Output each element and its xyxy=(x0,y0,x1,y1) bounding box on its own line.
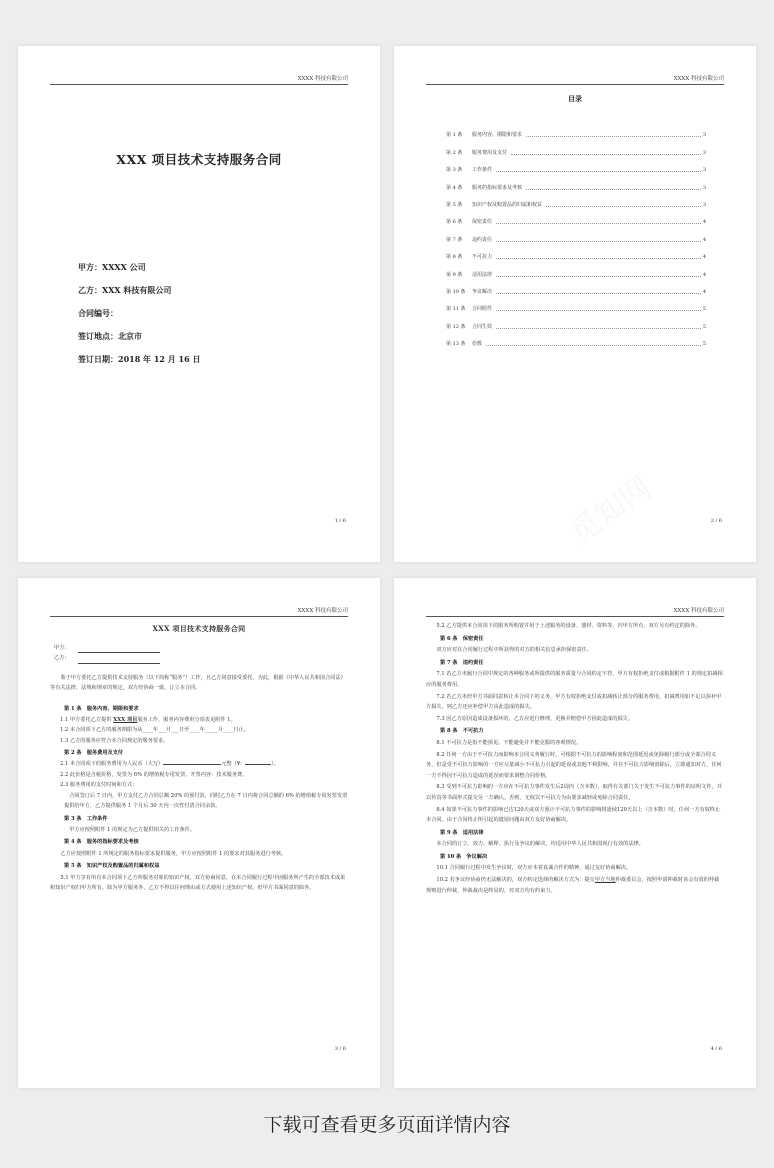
clause-1-1: 1.1 甲方委托乙方提供 XXX 项目服务工作，服务内容费用分项表见附件 1。 xyxy=(60,716,236,723)
party-b-line xyxy=(54,653,348,664)
toc-leader-dots xyxy=(486,345,701,346)
preamble: 鉴于甲方委托乙方提供技术支持服务（以下简称“服务”）工作，且乙方同意接受委托。为此，根据《中华人民共和国合同法》等有关法律、法规和规章的规定，双方经协商一致，订立本合同。 xyxy=(50,674,346,692)
clause-1-3: 1.3 乙方的服务应符合本合同规定的服务要求。 xyxy=(60,737,169,744)
toc-leader-dots xyxy=(511,154,701,155)
clause-2-1: 2.1 本合同项下的服务费用为人民币（大写） 元整（¥： ）。 xyxy=(60,760,280,767)
toc-entry-page: 3 xyxy=(702,201,706,208)
toc-entry[interactable] xyxy=(446,243,706,260)
party-b-blank xyxy=(78,657,160,664)
toc-leader-dots xyxy=(496,223,701,224)
clause-6-text: 双方应对在合同履行过程中所获得的对方的相关信息承担保密责任。 xyxy=(436,647,593,654)
toc-entry[interactable] xyxy=(446,330,706,347)
toc-entry[interactable] xyxy=(446,191,706,208)
section-heading: 第 2 条 服务费用及支付 xyxy=(64,750,124,757)
clause-9-text: 本合同的订立、效力、解释、执行及争议的解决，均适用中华人民共和国现行有效的法律。 xyxy=(436,841,644,848)
toc-entry-number: 第 11 条 xyxy=(446,306,466,313)
clause-8-2: 8.2 任何一方由于不可抗力而影响本合同义务履行时，可根据不可抗力的影响程度和范围延迟或免除履行部分或全部合同义务。但是受不可抗力影响的一方应尽量减小不可抗力引起的延误或其他不利影响，并在不可抗力影响消除后，立即通知对方。任何一方不得因不可抗力造成的延误而要求调整合同价格。 xyxy=(426,751,722,779)
clause-8-4: 8.4 如果不可抗力事件的影响已达120天或双方预计不可抗力事件的影响将延续120天以上（含本数）时，任何一方有权终止本合同。由于合同终止所引起的遗留问题由双方友好协商解决。 xyxy=(426,806,721,824)
section-heading: 第 1 条 服务内容、期限和要求 xyxy=(64,705,139,712)
toc-entry-page: 5 xyxy=(702,341,706,348)
amount-number-blank xyxy=(245,759,271,765)
toc-entry-title: 适用法律 xyxy=(472,271,493,278)
section-heading: 第 3 条 工作条件 xyxy=(64,815,108,822)
toc-leader-dots xyxy=(526,136,701,137)
section-heading: 第 5 条 知识产权及购置品的归属和权益 xyxy=(64,863,160,870)
clause-5-1: 5.1 甲方享有所有本合同项下乙方所服务对象的知识产权。双方协商同意，在本合同履行过程中因服务所产生的全部技术成果和知识产权归甲方所有。除为甲方服务外，乙方不得以任何理由或方式使用上述知识产权，但甲方书面同意的除外。 xyxy=(50,874,346,892)
toc-entry-title: 服务的指标要求及考核 xyxy=(472,184,523,191)
project-name: XXX 项目 xyxy=(113,716,138,723)
toc-list xyxy=(446,121,706,347)
signing-date-field: 签订日期：2018 年 12 月 16 日 xyxy=(78,354,201,364)
clause-2-3-text: 合同签订后 7 日内，甲方支付乙方合同总额 20% 的预付款，同时乙方在 7 日内将合同总额的 6% 的增值税专用发票发票提供给甲方，乙方提供服务 1 个月后 30 天内一次性付清合同余款。 xyxy=(64,792,348,810)
toc-entry-title: 违约责任 xyxy=(472,236,493,243)
section-heading: 第 10 条 争议解决 xyxy=(440,853,488,860)
signing-place-field: 签订地点：北京市 xyxy=(78,331,142,341)
toc-entry[interactable] xyxy=(446,295,706,312)
party-a-label: 甲方： xyxy=(54,644,70,651)
toc-entry-title: 保密责任 xyxy=(472,219,493,226)
section-heading: 第 6 条 保密责任 xyxy=(440,635,484,642)
toc-entry-page: 4 xyxy=(702,219,706,226)
page-header: XXXX 科技有限公司 xyxy=(50,74,348,85)
toc-entry-page: 3 xyxy=(702,184,706,191)
toc-entry-title: 争议解决 xyxy=(472,288,493,295)
toc-entry-page: 3 xyxy=(702,167,706,174)
toc-entry-number: 第 2 条 xyxy=(446,149,463,156)
toc-entry-title: 不可抗力 xyxy=(472,254,493,261)
party-a-field: 甲方：XXXX 公司 xyxy=(78,262,146,272)
page-number: 2 / 6 xyxy=(710,518,722,524)
toc-entry[interactable] xyxy=(446,138,706,155)
toc-entry-number: 第 12 条 xyxy=(446,323,466,330)
watermark xyxy=(560,464,659,552)
toc-leader-dots xyxy=(496,293,701,294)
toc-entry-page: 4 xyxy=(702,271,706,278)
party-b-label: 乙方： xyxy=(54,655,70,662)
toc-entry-title: 知识产权及购置品的归属和权益 xyxy=(472,201,543,208)
toc-title: 目录 xyxy=(568,94,582,103)
toc-entry[interactable] xyxy=(446,208,706,225)
table-of-contents-page xyxy=(394,46,756,562)
contract-title: XXX 项目技术支持服务合同 xyxy=(116,152,282,167)
toc-entry[interactable] xyxy=(446,121,706,138)
clause-2-2: 2.2 此价格是含税价格，发票为 6% 的增值税专用发票。开票内容：技术服务费。 xyxy=(60,771,248,778)
toc-entry-page: 5 xyxy=(702,323,706,330)
page-header: XXXX 科技有限公司 xyxy=(426,74,724,85)
page-header: XXXX 科技有限公司 xyxy=(426,606,724,617)
section-heading: 第 8 条 不可抗力 xyxy=(440,728,484,735)
page-number: 4 / 6 xyxy=(710,1046,722,1052)
toc-leader-dots xyxy=(496,171,701,172)
toc-entry-page: 5 xyxy=(702,306,706,313)
party-a-line xyxy=(54,643,348,654)
toc-entry-number: 第 10 条 xyxy=(446,288,466,295)
page-number: 1 / 6 xyxy=(334,518,346,524)
page-number: 3 / 6 xyxy=(334,1046,346,1052)
clause-1-2: 1.2 本合同项下乙方的服务期限为从____年___月___日至____年_____月____日止。 xyxy=(60,727,249,734)
contract-number-field: 合同编号： xyxy=(78,308,118,318)
toc-entry[interactable] xyxy=(446,260,706,277)
toc-entry-number: 第 1 条 xyxy=(446,132,463,139)
toc-entry-title: 服务内容、期限和要求 xyxy=(472,132,523,139)
toc-entry-number: 第 4 条 xyxy=(446,184,463,191)
toc-entry[interactable] xyxy=(446,173,706,190)
cover-fields xyxy=(78,262,200,377)
clause-8-1: 8.1 不可抗力是指不能预见、不能避免并不能克服的客观情况。 xyxy=(436,739,582,746)
download-prompt[interactable]: 下载可查看更多页面详情内容 xyxy=(263,1114,511,1136)
arbitration-venue: 甲方当地 xyxy=(594,877,616,884)
toc-leader-dots xyxy=(526,189,701,190)
clause-10-1: 10.1 合同履行过程中发生争议时，双方应本着真诚合作的精神，通过友好协商解决。 xyxy=(436,865,632,872)
toc-entry-number: 第 6 条 xyxy=(446,219,463,226)
toc-entry-number: 第 13 条 xyxy=(446,341,466,348)
page-body xyxy=(426,620,724,896)
clause-3-text: 甲方应按照附件 1 的规定为乙方提供相关的工作条件。 xyxy=(69,826,196,833)
toc-entry[interactable] xyxy=(446,312,706,329)
toc-entry[interactable] xyxy=(446,156,706,173)
amount-blank xyxy=(163,759,221,765)
clause-4-text: 乙方应按照附件 1 所规定的服务指标要求提供服务。甲方应按照附件 1 的要求对其服务进行考核。 xyxy=(60,850,287,857)
toc-entry-title: 合同附件 xyxy=(472,306,493,313)
toc-entry-number: 第 7 条 xyxy=(446,236,463,243)
toc-leader-dots xyxy=(496,328,701,329)
section-heading: 第 7 条 违约责任 xyxy=(440,659,484,666)
clause-2-3: 2.3 服务费用的支付时间和方式： xyxy=(60,782,138,789)
clause-7-1: 7.1 若乙方未履行合同中规定的各种服务或所提供的服务质量与合同约定不符，甲方有权拒绝支付或根据附件 1 的规定扣减相应的服务费用。 xyxy=(426,671,723,688)
toc-leader-dots xyxy=(496,310,701,311)
clause-8-3: 8.3 受到不可抗力影响的一方应在不可抗力事件发生后2周内（含本数），取得有关部门关于发生不可抗力事件的证明文件，并以传真等书面形式提交另一方确认。否则，无权以不可抗力为由要求减轻或免除合同责任。 xyxy=(426,784,722,801)
toc-entry-page: 4 xyxy=(702,236,706,243)
toc-entry-page: 3 xyxy=(702,149,706,156)
toc-leader-dots xyxy=(496,276,701,277)
toc-entry-page: 3 xyxy=(702,132,706,139)
toc-entry-number: 第 9 条 xyxy=(446,271,463,278)
party-a-blank xyxy=(78,646,160,653)
toc-entry[interactable] xyxy=(446,278,706,295)
toc-leader-dots xyxy=(546,206,701,207)
contract-text-page-4 xyxy=(394,578,756,1088)
clause-10-2: 10.2 若争议经协商仍无法解决的，双方约定选择的解决方式为：提交甲方当地仲裁委员会，按照申请仲裁时该会有效的仲裁规则进行仲裁，仲裁裁决是终局的，对双方均有约束力。 xyxy=(426,877,720,894)
page-body xyxy=(50,624,348,894)
toc-entry-page: 4 xyxy=(702,288,706,295)
clause-7-2: 7.2 若乙方未经甲方书面同意转让本合同下的义务，甲方有权拒绝支付或扣减转让部分的服务费用，扣减费用如不足以弥补甲方损失，则乙方还应补偿甲方由此造成的损失。 xyxy=(426,693,722,711)
toc-entry-title: 工作条件 xyxy=(472,167,493,174)
toc-entry-title: 份数 xyxy=(472,341,483,348)
clause-7-3: 7.3 因乙方原因造成设备损坏的，乙方应进行修理、更换并赔偿甲方因此造成的损失。 xyxy=(436,715,634,722)
toc-entry-number: 第 5 条 xyxy=(446,201,463,208)
toc-entry-number: 第 8 条 xyxy=(446,254,463,261)
clause-5-2: 5.2 乙方提供本合同项下的服务所购置并用于上述服务的设备、器材、资料等，归甲方所有，双方另有约定的除外。 xyxy=(436,623,701,629)
contract-text-page-3 xyxy=(18,578,380,1088)
toc-leader-dots xyxy=(496,241,701,242)
toc-entry-title: 合同生效 xyxy=(472,323,493,330)
toc-entry-page: 4 xyxy=(702,254,706,261)
party-b-field: 乙方：XXX 科技有限公司 xyxy=(78,285,172,295)
section-heading: 第 9 条 适用法律 xyxy=(440,829,484,836)
page-header: XXXX 科技有限公司 xyxy=(50,606,348,617)
toc-entry-number: 第 3 条 xyxy=(446,167,463,174)
section-heading: 第 4 条 服务的指标要求及考核 xyxy=(64,839,139,846)
toc-leader-dots xyxy=(496,258,701,259)
toc-entry-title: 服务费用及支付 xyxy=(472,149,508,156)
contract-cover-page xyxy=(18,46,380,562)
contract-title: XXX 项目技术支持服务合同 xyxy=(152,624,246,633)
toc-entry[interactable] xyxy=(446,225,706,242)
